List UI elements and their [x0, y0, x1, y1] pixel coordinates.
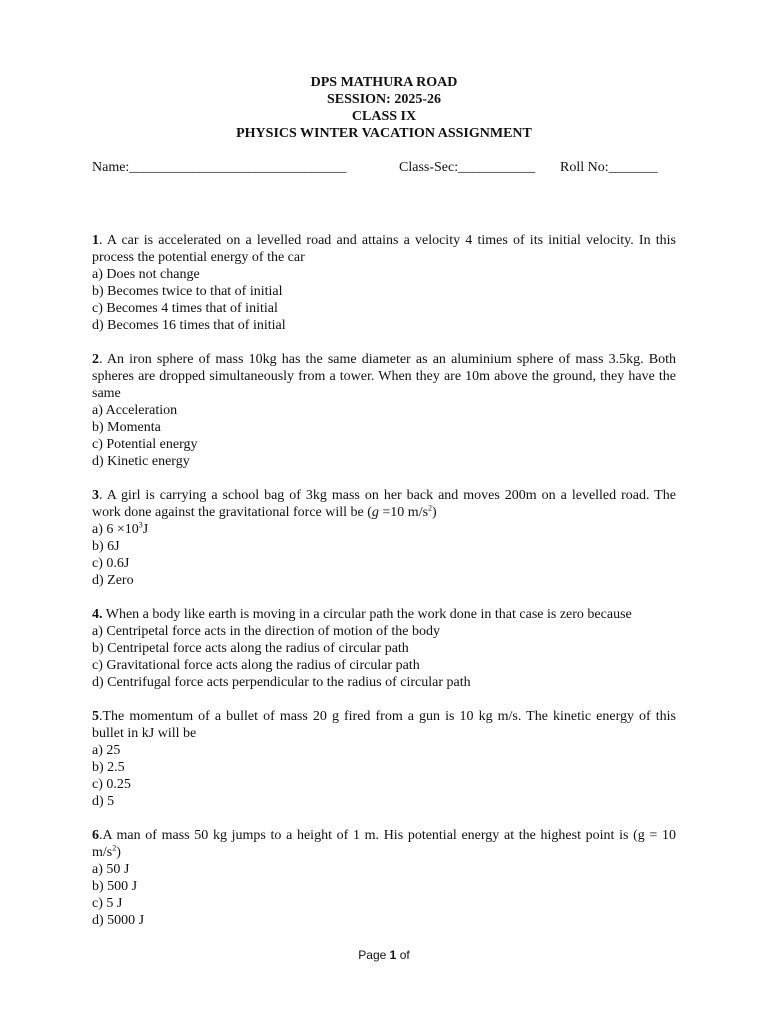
question-2 — [92, 351, 676, 470]
option-d: d) Centrifugal force acts perpendicular to the radius of circular path — [92, 675, 471, 690]
option-a: a) 50 J — [92, 862, 130, 877]
option-c: c) Potential energy — [92, 437, 198, 452]
name-field: Name:_______________________________ — [92, 160, 347, 175]
question-6 — [92, 827, 676, 929]
option-a: a) 25 — [92, 743, 121, 758]
question-text: 2. An iron sphere of mass 10kg has the same diameter as an aluminium sphere of mass 3.5kg. Both spheres are dropped simultaneously from a tower. When they are 10m above the ground, they have the same — [92, 352, 676, 401]
question-4 — [92, 606, 676, 691]
question-number: 3 — [92, 488, 99, 503]
assignment-page — [92, 74, 676, 946]
question-number: 2 — [92, 352, 99, 367]
question-list — [92, 232, 676, 929]
option-d: d) 5000 J — [92, 913, 145, 928]
page-number: 1 — [389, 948, 397, 962]
option-a: a) $6 \times 10^3J$ — [92, 520, 149, 537]
question-number: 1 — [92, 233, 99, 248]
question-1 — [92, 232, 676, 334]
option-b: b) Becomes twice to that of initial — [92, 284, 283, 299]
option-c: c) 5 J — [92, 896, 123, 911]
document-header — [92, 74, 676, 142]
option-c: c) 0.6J — [92, 556, 130, 571]
option-c: c) Gravitational force acts along the radius of circular path — [92, 658, 420, 673]
question-number: 6 — [92, 828, 99, 843]
question-3 — [92, 487, 676, 589]
student-info-row — [92, 159, 676, 176]
question-number: 4. — [92, 607, 103, 622]
question-5 — [92, 708, 676, 810]
option-d: d) Zero — [92, 573, 134, 588]
roll-no-field: Roll No:_______ — [560, 160, 658, 175]
option-c: c) 0.25 — [92, 777, 131, 792]
option-a: a) Centripetal force acts in the direction of motion of the body — [92, 624, 440, 639]
option-b: b) Centripetal force acts along the radius of circular path — [92, 641, 409, 656]
option-c: c) Becomes 4 times that of initial — [92, 301, 278, 316]
page-footer — [0, 948, 768, 962]
page-of-label: of — [399, 948, 410, 962]
session-line: SESSION: 2025-26 — [327, 92, 441, 107]
question-text: 4. When a body like earth is moving in a circular path the work done in that case is zero because — [92, 607, 632, 622]
option-d: d) Kinetic energy — [92, 454, 190, 469]
question-text: 6.A man of mass 50 kg jumps to a height of 1 m. His potential energy at the highest point is (g = 10 $m/s^2$) — [92, 828, 676, 860]
option-b: b) 2.5 — [92, 760, 125, 775]
question-number: 5 — [92, 709, 99, 724]
option-d: d) 5 — [92, 794, 115, 809]
page-label: Page — [358, 948, 387, 962]
assignment-title: PHYSICS WINTER VACATION ASSIGNMENT — [236, 126, 532, 141]
question-text: 3. A girl is carrying a school bag of 3kg mass on her back and moves 200m on a levelled road. The work done against the gravitational force will be (g =10 $m/s^2$) — [92, 488, 676, 520]
question-text: 5.The momentum of a bullet of mass 20 g fired from a gun is 10 kg m/s. The kinetic energy of this bullet in kJ will be — [92, 709, 676, 741]
class-sec-field: Class-Sec:___________ — [399, 160, 536, 175]
school-name: DPS MATHURA ROAD — [310, 75, 458, 90]
option-b: b) 6J — [92, 539, 120, 554]
option-b: b) 500 J — [92, 879, 138, 894]
option-b: b) Momenta — [92, 420, 161, 435]
option-a: a) Does not change — [92, 267, 200, 282]
option-d: d) Becomes 16 times that of initial — [92, 318, 286, 333]
question-text: 1. A car is accelerated on a levelled road and attains a velocity 4 times of its initial velocity. In this process the potential energy of the car — [92, 233, 676, 265]
class-line: CLASS IX — [351, 109, 417, 124]
option-a: a) Acceleration — [92, 403, 178, 418]
